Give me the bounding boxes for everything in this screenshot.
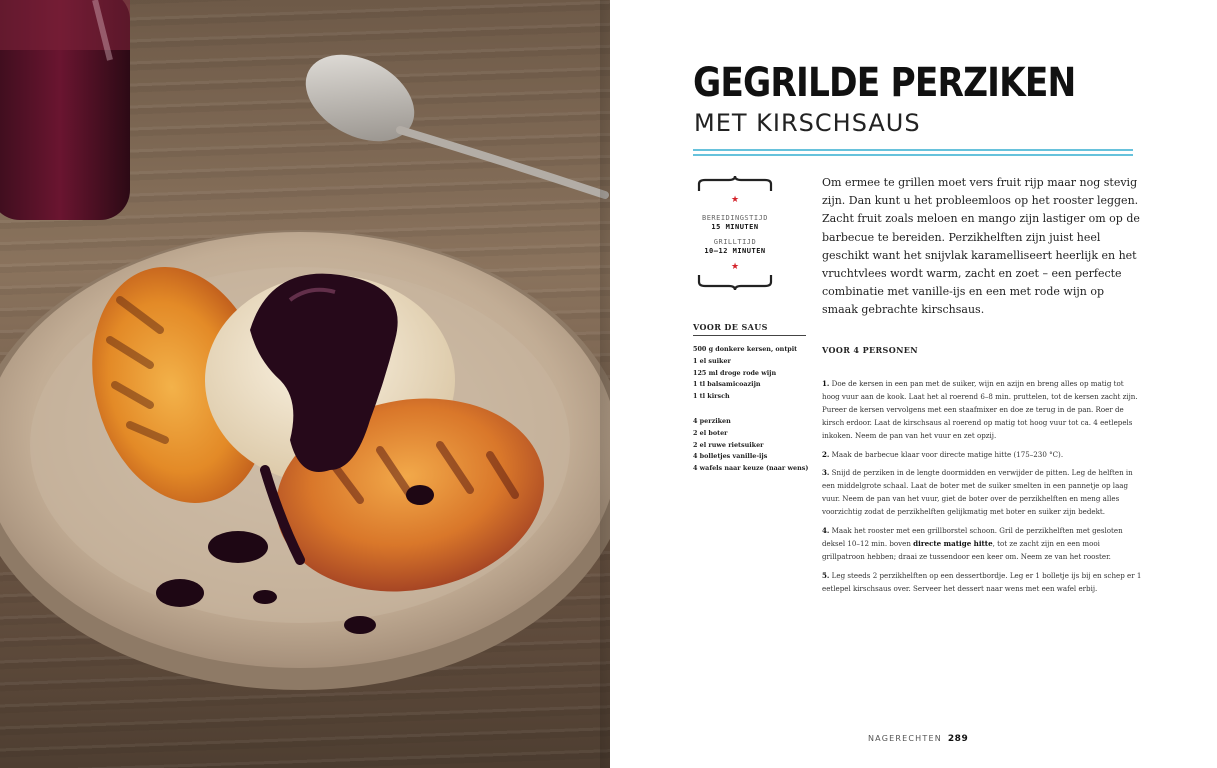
- step-emphasis: directe matige hitte: [913, 538, 993, 548]
- step-number: 5.: [822, 570, 830, 580]
- method-step: [822, 449, 1142, 462]
- prep-time-label: BEREIDINGSTIJD: [701, 214, 768, 222]
- step-number: 2.: [822, 449, 830, 459]
- step-text: Snijd de perziken in de lengte doormidden en verwijder de pitten. Leg de helften in een middelgrote schaal. Laat de boter met de suiker smelten in een pannetje op laag vuur. Neem de pan van het vuur, giet de boter over de perzikhelften en meng alles voorzichtig zodat de perzikhelften gelijkmatig met boter en suiker zijn bedekt.: [822, 468, 1133, 517]
- star-icon: ★: [730, 195, 740, 205]
- title-rule: [693, 149, 1133, 156]
- ingredient-item: 500 g donkere kersen, ontpit: [693, 345, 798, 353]
- ingredient-item: 1 tl balsamicoazijn: [693, 380, 761, 389]
- section-name: NAGERECHTEN: [868, 734, 942, 743]
- method-step: [822, 570, 1142, 596]
- step-text: Maak de barbecue klaar voor directe matige hitte (175–230 °C).: [831, 449, 1064, 459]
- badge-top-bracket: [695, 175, 775, 193]
- page-number: 289: [947, 734, 969, 744]
- prep-time-value: 15 MINUTEN: [711, 223, 759, 231]
- grill-time-value: 10–12 MINUTEN: [704, 247, 766, 255]
- step-number: 3.: [822, 468, 830, 478]
- ingredient-list: [693, 344, 813, 475]
- ingredient-item: 4 wafels naar keuze (naar wens): [693, 464, 809, 473]
- step-number: 1.: [822, 379, 830, 388]
- ingredient-item: 1 tl kirsch: [693, 392, 730, 401]
- spoon: [291, 37, 605, 195]
- recipe-title: GEGRILDE PERZIKEN: [693, 60, 1076, 106]
- method-steps: [822, 378, 1142, 602]
- grill-time-label: GRILLTIJD: [713, 238, 757, 246]
- intro-paragraph: Om ermee te grillen moet vers fruit rijp maar nog stevig zijn. Dan kunt u het probleemloos op het rooster leggen. Zacht fruit zoals meloen en mango zijn lastiger om op de barbecue te bereiden. Perzikhelften zijn juist heel geschikt want het snijvlak karamelliseert heerlijk en het vruchtvlees wordt warm, zacht en zoet – een perfecte combinatie met vanille-ijs en een met rode wijn op smaak gebrachte kirschsaus.: [822, 176, 1140, 317]
- method-step: [822, 467, 1142, 519]
- recipe-page: [610, 0, 1217, 768]
- sauce-heading: VOOR DE SAUS: [693, 322, 806, 336]
- step-text: , tot ze zacht zijn en een mooi grillpatroon hebben; draai ze tussendoor een keer om. Neem ze van het rooster.: [822, 538, 1111, 561]
- star-icon: ★: [730, 262, 740, 272]
- ingredient-item: 1 el suiker: [693, 356, 731, 365]
- ingredient-item: 2 el ruwe rietsuiker: [693, 440, 764, 449]
- step-text: Maak het rooster met een grillborstel schoon. Gril de perzikhelften met gesloten deksel 10–12 min. boven: [822, 526, 1123, 548]
- step-number: 4.: [822, 526, 830, 536]
- step-text: Leg steeds 2 perzikhelften op een dessertbordje. Leg er 1 bolletje ijs bij en schep er 1 eetlepel kirschsaus over. Serveer het dessert naar wens met een wafel erbij.: [822, 570, 1142, 593]
- ingredient-item: 2 el boter: [693, 428, 728, 437]
- ingredient-item: 4 bolletjes vanille-ijs: [693, 452, 768, 461]
- time-badge: [695, 175, 775, 293]
- badge-bottom-bracket: [695, 273, 775, 291]
- method-step: [822, 378, 1142, 443]
- page-gutter-shadow: [600, 0, 610, 768]
- ingredient-item: 4 perziken: [693, 416, 731, 425]
- method-step: [822, 525, 1142, 564]
- step-text: Doe de kersen in een pan met de suiker, wijn en azijn en breng alles op matig tot hoog vuur aan de kook. Laat het al roerend 6–8 min. pruttelen, tot de kersen zacht zijn. Pureer de kersen vervolgens met een staafmixer en doe ze terug in de pan. Roer de kirsch erdoor. Laat de kirschsaus al roerend op matig tot hoog vuur tot ca. 4 eetlepels inkoken. Neem de pan van het vuur en zet opzij.: [822, 379, 1138, 440]
- ingredient-item: 125 ml droge rode wijn: [693, 368, 777, 377]
- sauce-jar: [0, 0, 130, 220]
- servings-heading: VOOR 4 PERSONEN: [822, 345, 919, 355]
- recipe-subtitle: MET KIRSCHSAUS: [694, 109, 921, 137]
- page-footer: [868, 734, 968, 744]
